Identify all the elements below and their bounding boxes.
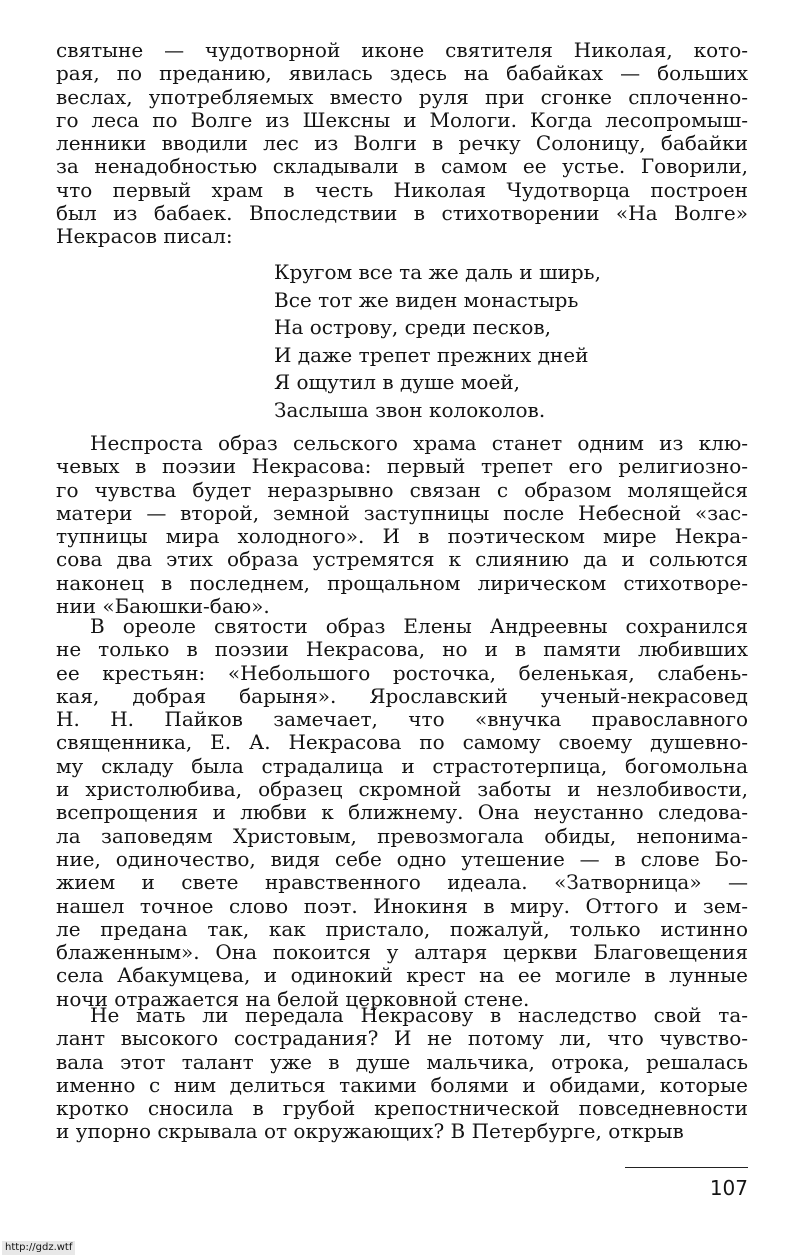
text-line: за ненадобностью складывали в самом ее устье. Говорили, [56,154,748,179]
poem-line: И даже трепет прежних дней [274,342,589,367]
text-line: вала этот талант уже в душе мальчика, отрока, решалась [56,1049,748,1074]
text-line: был из бабаек. Впоследствии в стихотворении «На Волге» [56,201,748,226]
page-number: 107 [709,1176,748,1200]
poem-line: Кругом все та же даль и ширь, [274,260,601,284]
text-line: жием и свете нравственного идеала. «Затворница» — [56,870,748,895]
footer-rule [625,1167,748,1168]
text-line: сова два этих образа устремятся к слиянию да и сольются [56,547,748,572]
text-line: священника, Е. А. Некрасова по самому своему душевно- [56,730,748,755]
text-line: святыне — чудотворной иконе святителя Николая, кото- [56,38,748,62]
text-line: всепрощения и любви к ближнему. Она неустанно следова- [56,800,748,825]
text-line: го леса по Волге из Шексны и Мологи. Когда лесопромыш- [56,107,748,132]
text-line: ле предана так, как пристало, пожалуй, только истинно [56,916,748,941]
text-line: не только в поэзии Некрасова, но и в памяти любивших [56,637,748,662]
text-line: Не мать ли передала Некрасову в наследство свой та- [90,1003,748,1027]
text-line: нашел точное слово поэт. Инокиня в миру. Оттого и зем- [56,893,748,918]
text-line: го чувства будет неразрывно связан с образом молящейся [56,477,748,502]
text-line: именно с ним делиться такими болями и обидами, которые [56,1072,748,1097]
text-line: веслах, употребляемых вместо руля при сгонке сплоченно- [56,84,748,109]
text-line: кая, добрая барыня». Ярославский ученый-некрасовед [56,683,748,708]
paragraph-3 [56,615,748,1011]
poem-quote [274,259,714,424]
text-line: му складу была страдалица и страстотерпица, богомольна [56,753,748,778]
text-line: и христолюбива, образец скромной заботы и незлобивости, [56,777,748,802]
text-line: чевых в поэзии Некрасова: первый трепет его религиозно- [56,454,748,479]
paragraph-2 [56,432,748,618]
text-line: и упорно скрывала от окружающих? В Петербурге, открыв [56,1119,684,1144]
text-line: Н. Н. Пайков замечает, что «внучка православного [56,707,748,732]
text-line: В ореоле святости образ Елены Андреевны сохранился [90,614,748,638]
text-line: Некрасов писал: [56,224,233,249]
text-line: кротко сносила в грубой крепостнической повседневности [56,1096,748,1121]
text-line: тупницы мира холодного». И в поэтическом мире Некра- [56,524,748,549]
watermark-link[interactable]: http://gdz.wtf [2,1241,75,1255]
text-line: ленники вводили лес из Волги в речку Солоницу, бабайки [56,131,748,156]
text-line: наконец в последнем, прощальном лирическом стихотворе- [56,570,748,595]
text-line: ние, одиночество, видя себе одно утешение — в слове Бо- [56,846,748,871]
text-line: Неспроста образ сельского храма станет одним из клю- [90,431,748,455]
text-line: ночи отражается на белой церковной стене. [56,986,530,1011]
text-line: что первый храм в честь Николая Чудотворца построен [56,177,748,202]
text-line: рая, по преданию, явилась здесь на бабайках — больших [56,61,748,86]
paragraph-1 [56,39,748,249]
text-line: лант высокого сострадания? И не потому ли, что чувство- [56,1026,748,1051]
poem-line: Все тот же виден монастырь [274,287,579,312]
text-line: матери — второй, земной заступницы после Небесной «зас- [56,500,748,525]
text-line: села Абакумцева, и одинокий крест на ее могиле в лунные [56,963,748,988]
text-line: нии «Баюшки-баю». [56,594,270,619]
text-line: ла заповедям Христовым, превозмогала обиды, непонима- [56,823,748,848]
poem-line: Я ощутил в душе моей, [274,370,520,394]
paragraph-4 [56,1004,748,1144]
poem-line: На острову, среди песков, [274,315,551,339]
poem-line: Заслыша звон колоколов. [274,397,546,422]
text-line: ее крестьян: «Небольшого росточка, беленькая, слабень- [56,660,748,685]
text-line: блаженным». Она покоится у алтаря церкви Благовещения [56,940,748,965]
